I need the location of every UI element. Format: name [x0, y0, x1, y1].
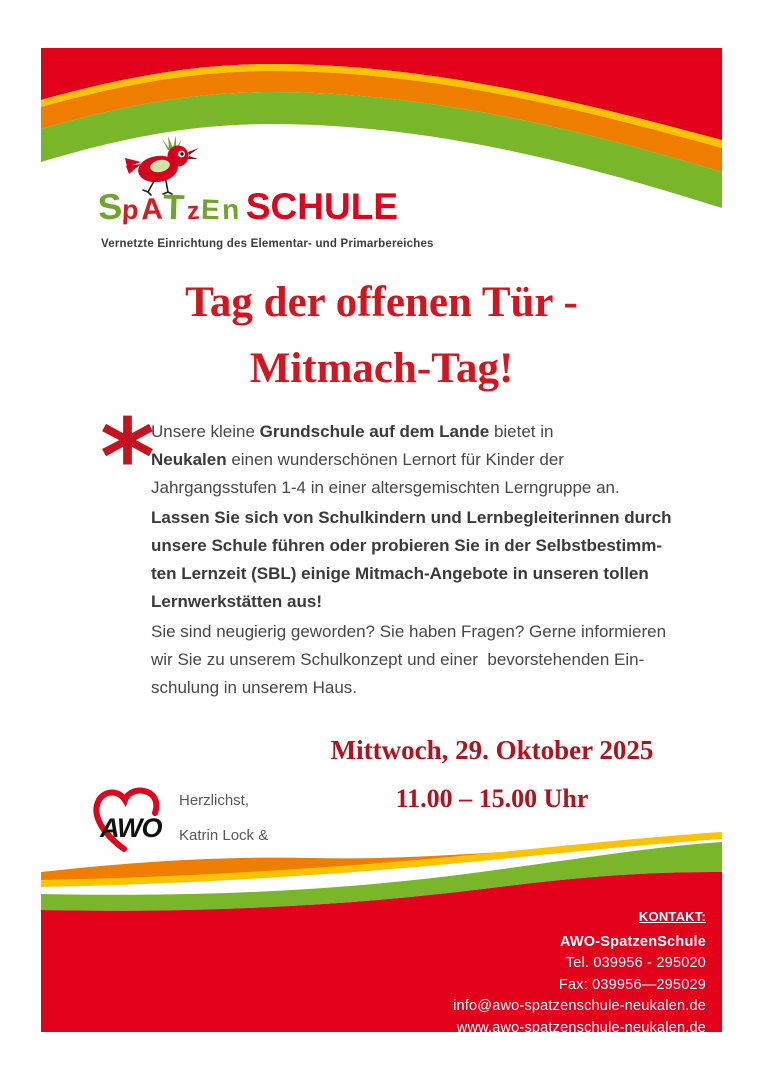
contact-fax: Fax: 039956—295029 [558, 976, 706, 993]
text-line: Unsere kleine Grundschule auf dem Lande bietet in [151, 422, 554, 441]
contact-website-link[interactable]: www.awo-spatzenschule-neukalen.de [456, 1019, 706, 1036]
event-date: Mittwoch, 29. Oktober 2025 [330, 735, 654, 765]
school-logo-wordmark [98, 186, 398, 228]
body-text [151, 418, 691, 704]
text-line: wir Sie zu unserem Schulkonzept und einer bevorstehenden Ein- [151, 650, 645, 669]
logo-letter: z [185, 196, 200, 226]
signature-greeting: Herzlichst, [179, 792, 250, 809]
logo-letter: n [221, 193, 240, 226]
text-line: Neukalen einen wunderschönen Lernort für Kinder der [151, 450, 564, 469]
logo-schule-text: SCHULE [245, 186, 398, 227]
logo-letter: E [200, 193, 221, 226]
contact-org: AWO-SpatzenSchule [560, 933, 706, 950]
event-time: 11.00 – 15.00 Uhr [395, 784, 589, 813]
logo-letter: A [139, 192, 163, 227]
text-line: unsere Schule führen oder probieren Sie in der Selbstbestimm- [151, 536, 663, 555]
logo-letter: T [162, 187, 186, 228]
info-paragraph [151, 618, 691, 702]
contact-email-link[interactable]: info@awo-spatzenschule-neukalen.de [453, 998, 706, 1014]
text-line: Sie sind neugierig geworden? Sie haben Fragen? Gerne informieren [151, 622, 667, 641]
text-line: Jahrgangsstufen 1-4 in einer altersgemischten Lerngruppe an. [151, 478, 620, 497]
text-line: ten Lernzeit (SBL) einige Mitmach-Angebote in unseren tollen [151, 564, 649, 583]
text-line: Lernwerkstätten aus! [151, 592, 322, 611]
logo-subtitle: Vernetzte Einrichtung des Elementar- und Primarbereiches [101, 238, 434, 250]
event-datetime [331, 735, 654, 814]
logo-letter: p [121, 194, 140, 226]
contact-heading: KONTAKT: [638, 909, 706, 924]
contact-tel: Tel. 039956 - 295020 [565, 955, 706, 971]
contact-block [453, 906, 706, 1039]
page-title [0, 270, 763, 402]
text-line: schulung in unserem Haus. [151, 678, 358, 697]
intro-paragraph [151, 418, 691, 502]
title-line-1: Tag der offenen Tür - [185, 279, 578, 326]
text-line: Lassen Sie sich von Schulkindern und Lernbegleiterinnen durch [151, 508, 672, 527]
logo-letter: S [96, 185, 124, 228]
signature-name: Katrin Lock & [179, 827, 269, 844]
asterisk-bullet: * [100, 397, 155, 519]
awo-logo-text: AWO [100, 813, 162, 843]
highlight-paragraph [151, 504, 691, 616]
title-line-2: Mitmach-Tag! [249, 345, 514, 392]
